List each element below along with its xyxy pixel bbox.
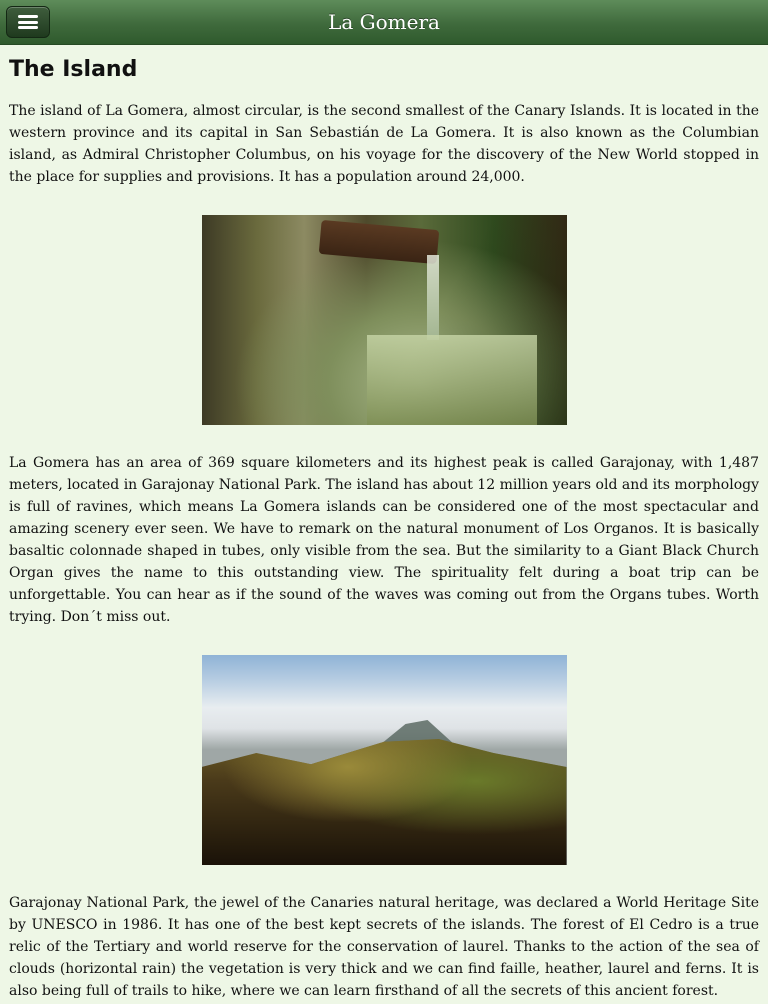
paragraph-national-park: Garajonay National Park, the jewel of the Canaries natural heritage, was declared a World Heritage Site by UNESCO in 1986. It has one of the best kept secrets of the islands. The forest of El Cedro is a true relic of the Tertiary and world reserve for the conservation of laurel. Thanks to the action of the sea of clouds (horizontal rain) the vegetation is very thick and we can find faille, heather, laurel and ferns. It is also being full of trails to hike, where we can learn firsthand of all the secrets of this ancient forest.: [9, 895, 759, 999]
top-navbar: [0, 0, 768, 45]
page-title: La Gomera: [328, 10, 440, 34]
paragraph-intro: The island of La Gomera, almost circular, is the second smallest of the Canary Islands. It is located in the western province and its capital in San Sebastián de La Gomera. It is also known as the Columbian island, as Admiral Christopher Columbus, on his voyage for the discovery of the New World stopped in the place for supplies and provisions. It has a population around 24,000.: [9, 103, 759, 185]
article-content: [0, 57, 768, 1004]
water-channel-photo: [202, 215, 567, 425]
article-heading: The Island: [9, 57, 138, 82]
paragraph-geography: La Gomera has an area of 369 square kilometers and its highest peak is called Garajonay, with 1,487 meters, located in Garajonay National Park. The island has about 12 million years old and its morphology is full of ravines, which means La Gomera islands can be considered one of the most spectacular and amazing scenery ever seen. We have to remark on the natural monument of Los Organos. It is basically basaltic colonnade shaped in tubes, only visible from the sea. But the similarity to a Giant Black Church Organ gives the name to this outstanding view. The spirituality felt during a boat trip can be unforgettable. You can hear as if the sound of the waves was coming out from the Organs tubes. Worth trying. Don´t miss out.: [9, 455, 759, 625]
mountain-clouds-photo: [202, 655, 567, 865]
